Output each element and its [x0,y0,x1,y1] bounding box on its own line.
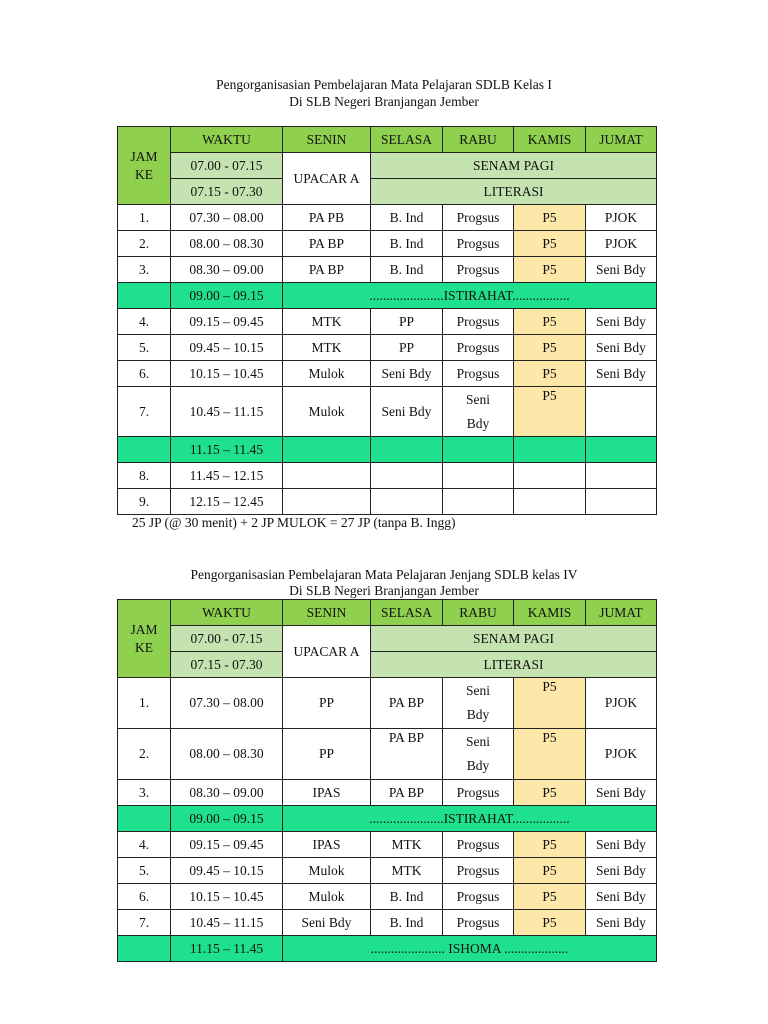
empty-cell [371,463,443,489]
empty-cell [283,437,371,463]
rabu-cell: Progsus [443,361,514,387]
kamis-cell: P5 [514,678,586,729]
senin-cell: PA BP [283,231,371,257]
istirahat-label: ......................ISTIRAHAT................. [283,806,657,832]
jam-no: 6. [118,884,171,910]
ishoma-label: ...................... ISHOMA ................... [283,936,657,962]
time-cell: 10.15 – 10.45 [171,361,283,387]
jam-no: 5. [118,335,171,361]
time-cell: 11.45 – 12.15 [171,463,283,489]
jam-no [118,936,171,962]
rabu-cell: Progsus [443,884,514,910]
table-row [118,205,657,231]
table-row [118,387,657,437]
table-row [118,153,657,179]
break-row [118,437,657,463]
jamke-header: JAM KE [118,127,171,205]
jam-no: 5. [118,858,171,884]
table-row [118,910,657,936]
time-cell: 08.30 – 09.00 [171,780,283,806]
rabu-cell: Progsus [443,858,514,884]
rabu-cell: Seni Bdy [443,729,514,780]
jam-no: 4. [118,309,171,335]
selasa-cell: B. Ind [371,257,443,283]
senin-cell: IPAS [283,780,371,806]
rabu-cell: Seni Bdy [443,387,514,437]
rabu-cell: Progsus [443,335,514,361]
empty-cell [586,437,657,463]
empty-cell [514,489,586,515]
table-row [118,463,657,489]
senin-cell: PA PB [283,205,371,231]
time-cell: 07.30 – 08.00 [171,205,283,231]
senam-pagi-cell: SENAM PAGI [371,626,657,652]
selasa-cell: PP [371,335,443,361]
upacara-cell: UPACAR A [283,626,371,678]
jumat-cell: Seni Bdy [586,832,657,858]
selasa-cell: Seni Bdy [371,387,443,437]
break-row [118,936,657,962]
time-cell: 09.45 – 10.15 [171,335,283,361]
jumat-cell: Seni Bdy [586,257,657,283]
jumat-cell: PJOK [586,678,657,729]
jam-no [118,437,171,463]
jumat-cell: Seni Bdy [586,780,657,806]
senin-cell: MTK [283,309,371,335]
rabu-cell: Progsus [443,910,514,936]
kamis-cell: P5 [514,361,586,387]
table1-title: Pengorganisasian Pembelajaran Mata Pelajaran SDLB Kelas I [216,77,552,92]
jumat-cell: PJOK [586,729,657,780]
table-row [118,780,657,806]
col-senin: SENIN [283,600,371,626]
empty-cell [371,489,443,515]
jam-no [118,283,171,309]
schedule-table-2 [117,599,657,962]
empty-cell [443,437,514,463]
selasa-cell: B. Ind [371,205,443,231]
empty-cell [443,489,514,515]
break-time: 09.00 – 09.15 [171,283,283,309]
selasa-cell: PP [371,309,443,335]
time-cell: 10.45 – 11.15 [171,910,283,936]
time-cell: 09.15 – 09.45 [171,309,283,335]
kamis-cell: P5 [514,231,586,257]
table-row [118,729,657,780]
table-row [118,231,657,257]
jam-no: 2. [118,729,171,780]
jam-no: 8. [118,463,171,489]
selasa-cell: Seni Bdy [371,361,443,387]
col-kamis: KAMIS [514,127,586,153]
kamis-cell: P5 [514,858,586,884]
senin-cell: Mulok [283,361,371,387]
break-row [118,283,657,309]
table-row [118,257,657,283]
empty-cell [514,437,586,463]
rabu-cell: Progsus [443,832,514,858]
header-row [118,600,657,626]
selasa-cell: PA BP [371,780,443,806]
senin-cell: Seni Bdy [283,910,371,936]
col-jumat: JUMAT [586,600,657,626]
table1-subtitle: Di SLB Negeri Branjangan Jember [289,94,479,109]
kamis-cell: P5 [514,910,586,936]
empty-cell [283,463,371,489]
time-cell: 07.00 - 07.15 [171,153,283,179]
time-cell: 07.00 - 07.15 [171,626,283,652]
time-cell: 07.15 - 07.30 [171,652,283,678]
table-row [118,832,657,858]
jam-no: 3. [118,780,171,806]
jumat-cell: PJOK [586,231,657,257]
time-cell: 08.00 – 08.30 [171,231,283,257]
senin-cell: Mulok [283,884,371,910]
senin-cell: Mulok [283,387,371,437]
table-row [118,309,657,335]
jam-no: 3. [118,257,171,283]
table-row [118,626,657,652]
selasa-cell: B. Ind [371,910,443,936]
empty-cell [283,489,371,515]
jp-note: 25 JP (@ 30 menit) + 2 JP MULOK = 27 JP (tanpa B. Ingg) [132,515,456,530]
kamis-cell: P5 [514,205,586,231]
table-row [118,361,657,387]
col-rabu: RABU [443,127,514,153]
col-waktu: WAKTU [171,600,283,626]
jam-no: 7. [118,910,171,936]
jumat-cell: Seni Bdy [586,309,657,335]
jam-no: 1. [118,205,171,231]
time-cell: 10.15 – 10.45 [171,884,283,910]
time-cell: 09.15 – 09.45 [171,832,283,858]
senin-cell: IPAS [283,832,371,858]
senam-pagi-cell: SENAM PAGI [371,153,657,179]
jam-no: 2. [118,231,171,257]
table-row [118,489,657,515]
col-senin: SENIN [283,127,371,153]
selasa-cell: B. Ind [371,884,443,910]
table-row [118,652,657,678]
jumat-cell: Seni Bdy [586,858,657,884]
literasi-cell: LITERASI [371,652,657,678]
jamke-header: JAM KE [118,600,171,678]
break-time: 09.00 – 09.15 [171,806,283,832]
time-cell: 08.30 – 09.00 [171,257,283,283]
jumat-cell: Seni Bdy [586,910,657,936]
rabu-cell: Progsus [443,257,514,283]
time-cell: 07.30 – 08.00 [171,678,283,729]
kamis-cell: P5 [514,309,586,335]
kamis-cell: P5 [514,832,586,858]
empty-cell [586,489,657,515]
jumat-cell: PJOK [586,205,657,231]
senin-cell: Mulok [283,858,371,884]
kamis-cell: P5 [514,257,586,283]
jam-no: 9. [118,489,171,515]
senin-cell: PP [283,678,371,729]
jam-no: 4. [118,832,171,858]
header-row [118,127,657,153]
selasa-cell: PA BP [371,729,443,780]
senin-cell: PA BP [283,257,371,283]
break-time: 11.15 – 11.45 [171,936,283,962]
time-cell: 07.15 - 07.30 [171,179,283,205]
rabu-cell: Progsus [443,780,514,806]
rabu-cell: Progsus [443,231,514,257]
table2-subtitle: Di SLB Negeri Branjangan Jember [289,583,479,598]
empty-cell [371,437,443,463]
jam-no: 6. [118,361,171,387]
table-row [118,335,657,361]
kamis-cell: P5 [514,387,586,437]
rabu-cell: Progsus [443,309,514,335]
time-cell: 10.45 – 11.15 [171,387,283,437]
selasa-cell: MTK [371,832,443,858]
table2-title: Pengorganisasian Pembelajaran Mata Pelajaran Jenjang SDLB kelas IV [190,567,578,582]
col-kamis: KAMIS [514,600,586,626]
kamis-cell: P5 [514,884,586,910]
kamis-cell: P5 [514,780,586,806]
jumat-cell [586,387,657,437]
senin-cell: MTK [283,335,371,361]
time-cell: 09.45 – 10.15 [171,858,283,884]
selasa-cell: B. Ind [371,231,443,257]
jumat-cell: Seni Bdy [586,884,657,910]
jam-no: 1. [118,678,171,729]
col-rabu: RABU [443,600,514,626]
jam-no [118,806,171,832]
break-row [118,806,657,832]
selasa-cell: PA BP [371,678,443,729]
jam-no: 7. [118,387,171,437]
senin-cell: PP [283,729,371,780]
table-row [118,678,657,729]
col-selasa: SELASA [371,600,443,626]
col-jumat: JUMAT [586,127,657,153]
literasi-cell: LITERASI [371,179,657,205]
istirahat-label: ......................ISTIRAHAT................. [283,283,657,309]
col-waktu: WAKTU [171,127,283,153]
break-time: 11.15 – 11.45 [171,437,283,463]
empty-cell [586,463,657,489]
jumat-cell: Seni Bdy [586,335,657,361]
jumat-cell: Seni Bdy [586,361,657,387]
empty-cell [514,463,586,489]
time-cell: 12.15 – 12.45 [171,489,283,515]
kamis-cell: P5 [514,335,586,361]
rabu-cell: Progsus [443,205,514,231]
selasa-cell: MTK [371,858,443,884]
time-cell: 08.00 – 08.30 [171,729,283,780]
upacara-cell: UPACAR A [283,153,371,205]
table-row [118,179,657,205]
empty-cell [443,463,514,489]
kamis-cell: P5 [514,729,586,780]
schedule-table-1 [117,126,657,515]
col-selasa: SELASA [371,127,443,153]
table-row [118,858,657,884]
table-row [118,884,657,910]
rabu-cell: Seni Bdy [443,678,514,729]
